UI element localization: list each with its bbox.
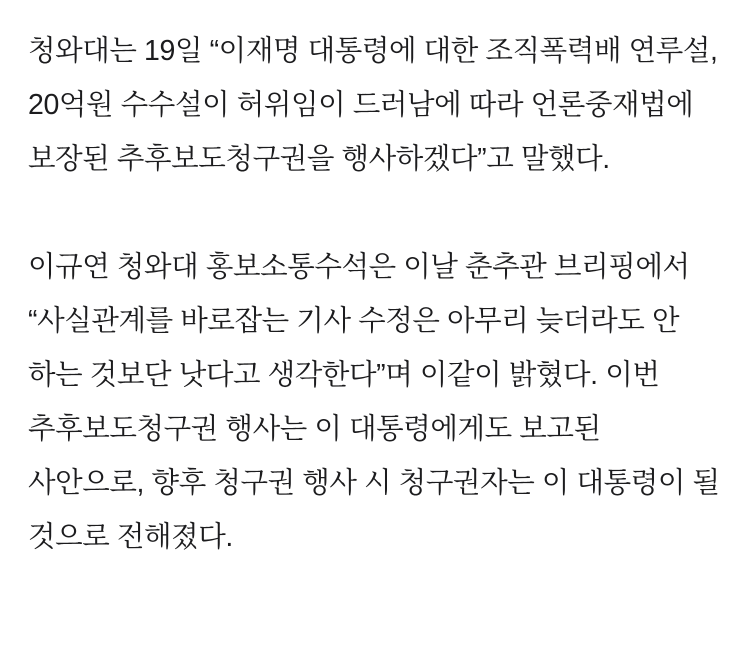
article-paragraph-1: 청와대는 19일 “이재명 대통령에 대한 조직폭력배 연루설, 20억원 수수설이 허위임이 드러남에 따라 언론중재법에 보장된 추후보도청구권을 행사하겠다”고 말했다.	[28, 35, 718, 175]
article-paragraph-2: 이규연 청와대 홍보소통수석은 이날 춘추관 브리핑에서 “사실관계를 바로잡는 기사 수정은 아무리 늦더라도 안 하는 것보단 낫다고 생각한다”며 이같이 밝혔다. 이번 추후보도청구권 행사는 이 대통령에게도 보고된 사안으로, 향후 청구권 행사 시 청구권자는 이 대통령이 될 것으로 전해졌다.	[28, 251, 720, 553]
